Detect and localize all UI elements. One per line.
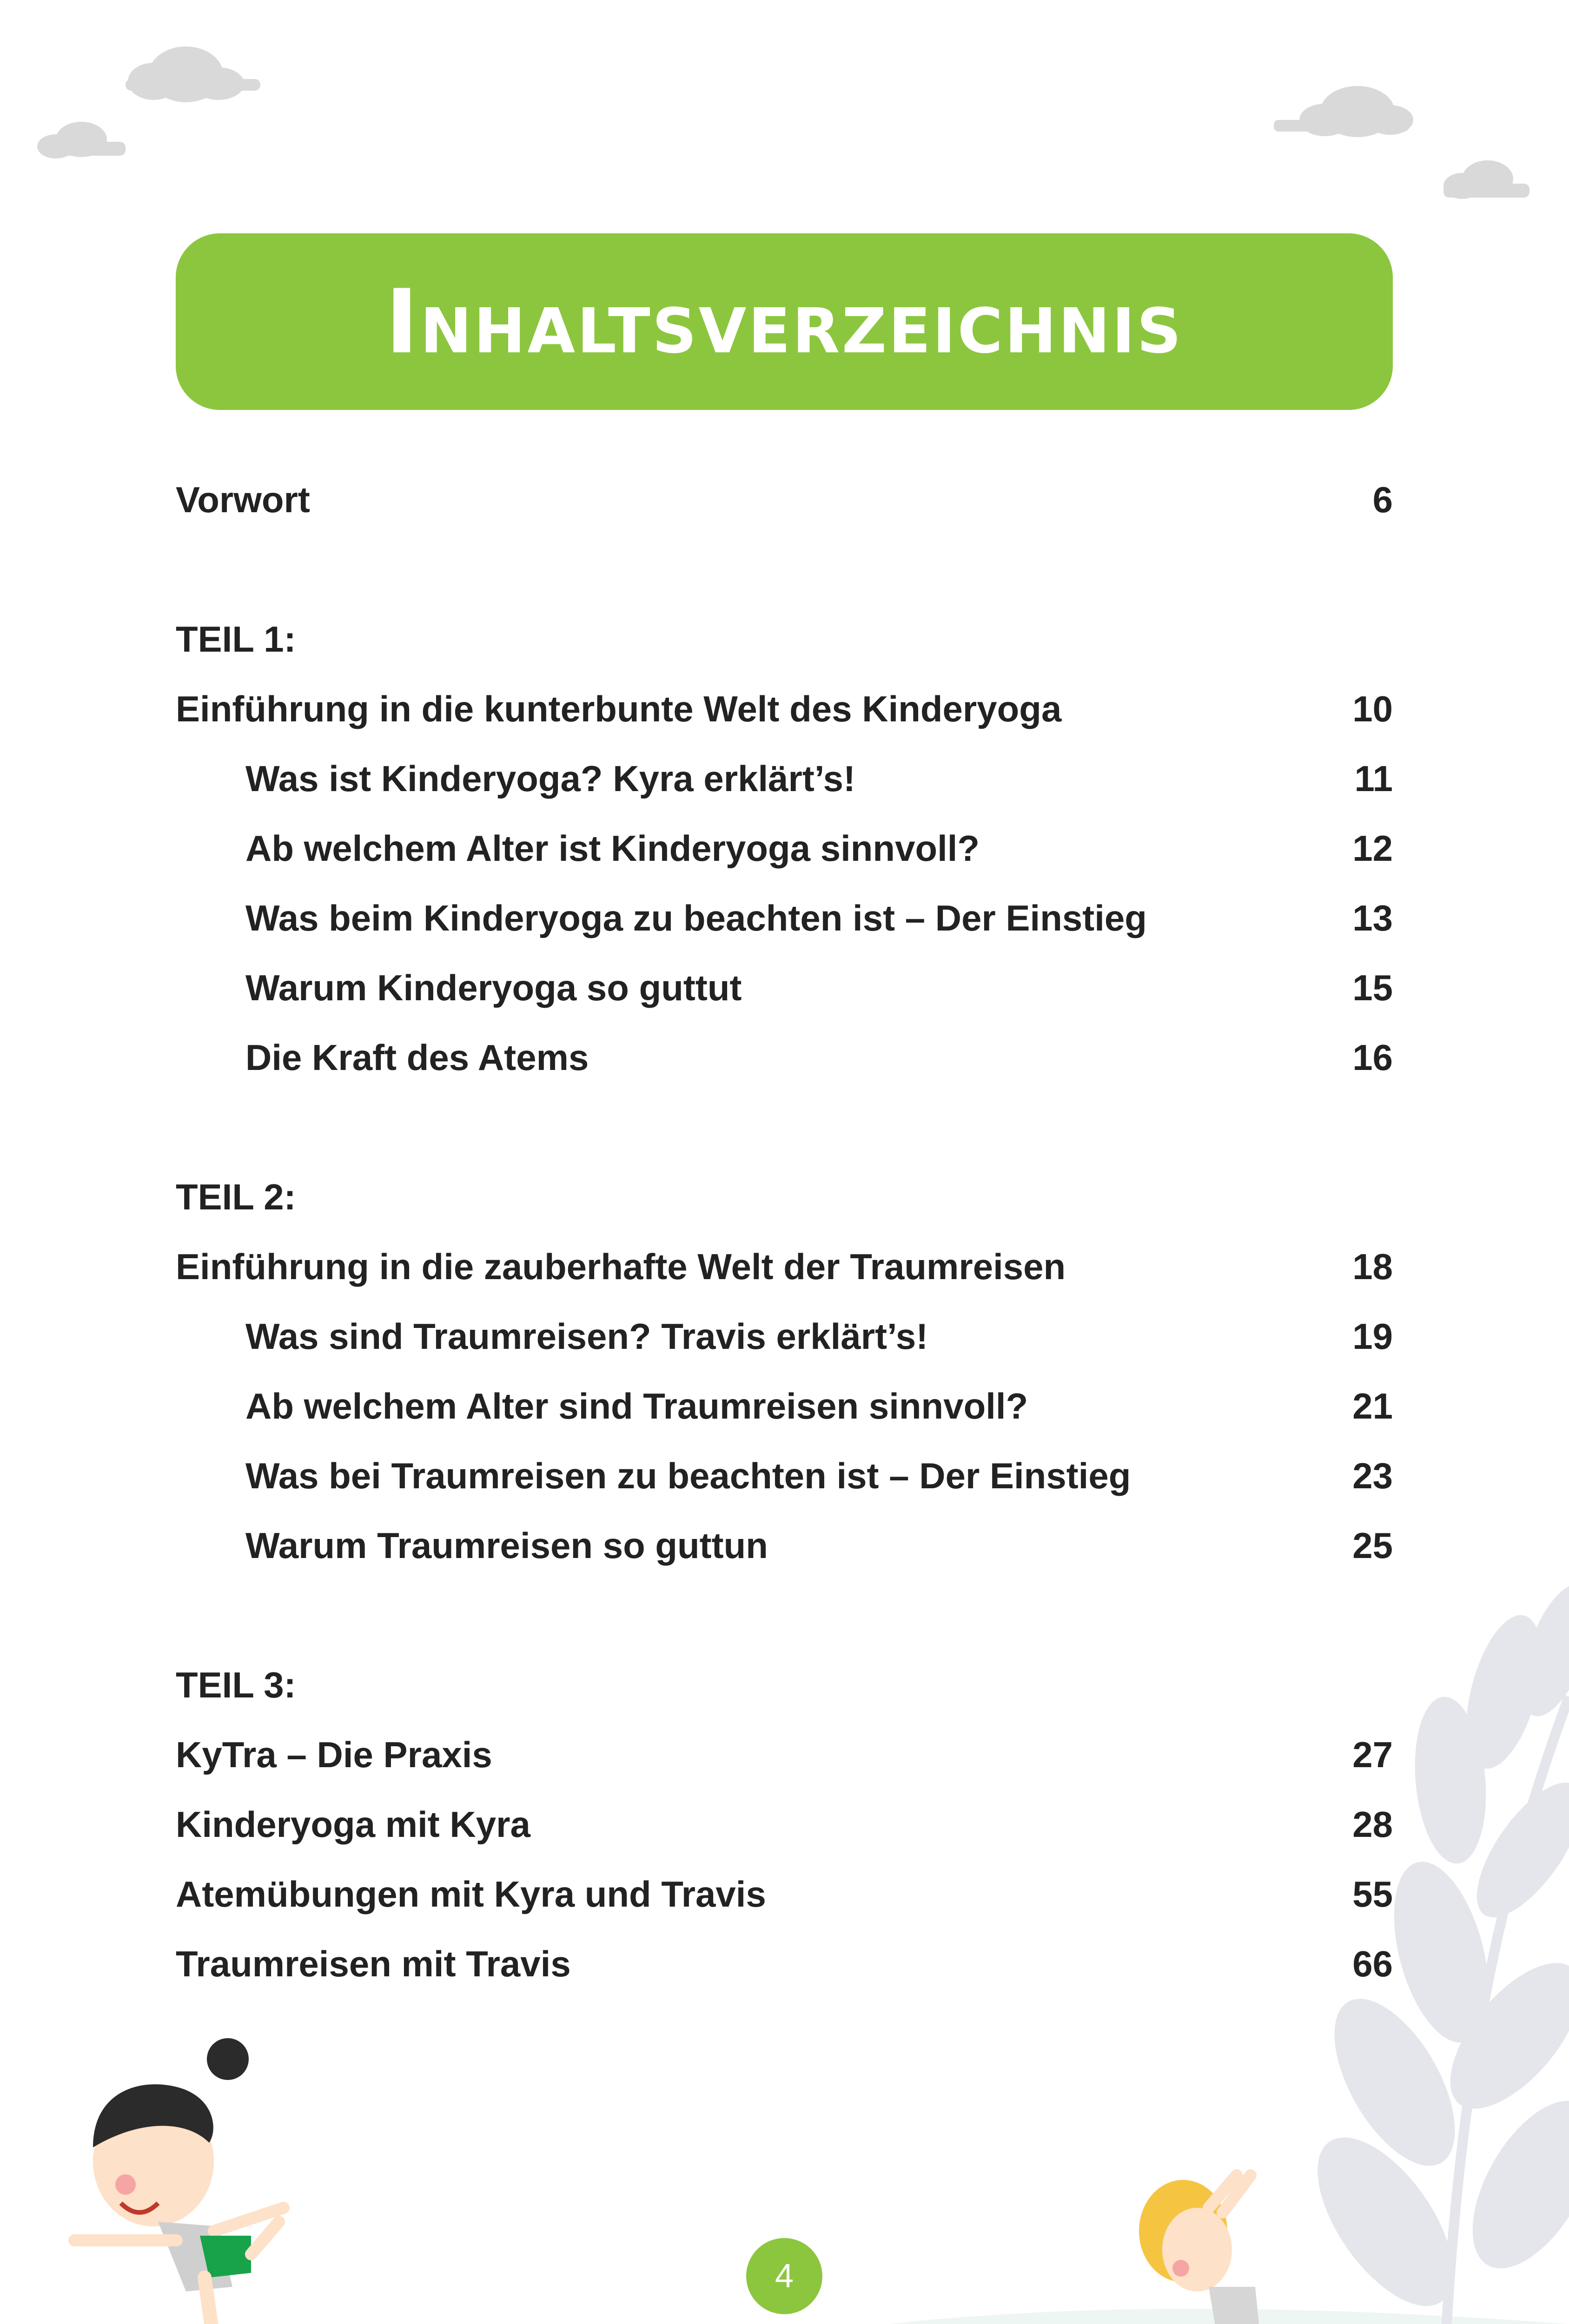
toc-entry-label: Traumreisen mit Travis [176, 1943, 571, 1984]
toc-section-heading [176, 614, 1393, 665]
toc-entry[interactable] [176, 1729, 1393, 1780]
toc-subentry[interactable] [176, 1311, 1393, 1362]
toc-entry-page: 12 [1352, 827, 1393, 869]
toc-entry[interactable] [176, 1938, 1393, 1989]
cloud-icon [1274, 86, 1413, 137]
toc-entry-label: Ab welchem Alter sind Traumreisen sinnvoll? [245, 1385, 1028, 1426]
toc-entry-label: Einführung in die zauberhafte Welt der Traumreisen [176, 1246, 1066, 1287]
toc-entry-page: 28 [1352, 1803, 1393, 1845]
toc-entry-label: Atemübungen mit Kyra und Travis [176, 1873, 766, 1915]
toc-subentry[interactable] [176, 1380, 1393, 1432]
page-title: Inhaltsverzeichnis [385, 270, 1183, 373]
toc-entry[interactable] [176, 1241, 1393, 1292]
toc-entry-label: Was beim Kinderyoga zu beachten ist – Der Einstieg [245, 897, 1147, 938]
title-banner [176, 233, 1393, 410]
boy-yoga-pose-icon [1139, 2175, 1320, 2324]
girl-yoga-pose-icon [74, 2038, 284, 2324]
toc-entry-label: Warum Kinderyoga so guttut [245, 967, 742, 1008]
toc-subentry[interactable] [176, 1032, 1393, 1083]
toc-entry-page: 25 [1352, 1525, 1393, 1566]
toc-entry-label: Kinderyoga mit Kyra [176, 1803, 530, 1845]
toc-subentry[interactable] [176, 1450, 1393, 1501]
toc-entry-page: 11 [1354, 758, 1393, 799]
toc-entry[interactable] [176, 474, 1393, 525]
toc-subentry[interactable] [176, 753, 1393, 804]
toc-entry-page: 23 [1352, 1455, 1393, 1496]
cloud-icon [126, 46, 260, 102]
toc-subentry[interactable] [176, 1520, 1393, 1571]
toc-section-label: TEIL 1: [176, 618, 296, 660]
toc-entry-label: Was sind Traumreisen? Travis erklärt’s! [245, 1315, 928, 1357]
toc-entry-label: Warum Traumreisen so guttun [245, 1525, 768, 1566]
cloud-icon [37, 122, 126, 158]
toc-entry-page: 15 [1352, 967, 1393, 1008]
cloud-icon [1443, 160, 1529, 199]
toc-section-heading [176, 1171, 1393, 1222]
toc-entry-label: Vorwort [176, 479, 310, 520]
toc-subentry[interactable] [176, 823, 1393, 874]
toc-entry-label: Die Kraft des Atems [245, 1037, 589, 1078]
toc-entry-page: 10 [1352, 688, 1393, 729]
toc-entry[interactable] [176, 1799, 1393, 1850]
toc-section-label: TEIL 2: [176, 1176, 296, 1217]
toc-entry-page: 66 [1352, 1943, 1393, 1984]
toc-entry-page: 13 [1352, 897, 1393, 938]
toc-subentry[interactable] [176, 962, 1393, 1013]
toc-section-label: TEIL 3: [176, 1664, 296, 1705]
ground-hill-right [465, 2309, 1569, 2324]
toc-entry[interactable] [176, 683, 1393, 734]
toc-entry-page: 19 [1352, 1315, 1393, 1357]
toc-section-heading [176, 1659, 1393, 1710]
toc-entry-label: Was ist Kinderyoga? Kyra erklärt’s! [245, 758, 855, 799]
toc-entry[interactable] [176, 1868, 1393, 1920]
toc-entry-page: 55 [1352, 1873, 1393, 1915]
toc-subentry[interactable] [176, 892, 1393, 944]
toc-entry-page: 27 [1352, 1734, 1393, 1775]
toc-entry-page: 18 [1352, 1246, 1393, 1287]
page-number-badge: 4 [746, 2238, 822, 2314]
toc-entry-page: 16 [1352, 1037, 1393, 1078]
toc-entry-label: Ab welchem Alter ist Kinderyoga sinnvoll? [245, 827, 980, 869]
toc-entry-label: Was bei Traumreisen zu beachten ist – Der Einstieg [245, 1455, 1131, 1496]
toc-entry-label: KyTra – Die Praxis [176, 1734, 492, 1775]
toc-entry-label: Einführung in die kunterbunte Welt des Kinderyoga [176, 688, 1062, 729]
toc-entry-page: 6 [1372, 479, 1393, 520]
toc-entry-page: 21 [1352, 1385, 1393, 1426]
